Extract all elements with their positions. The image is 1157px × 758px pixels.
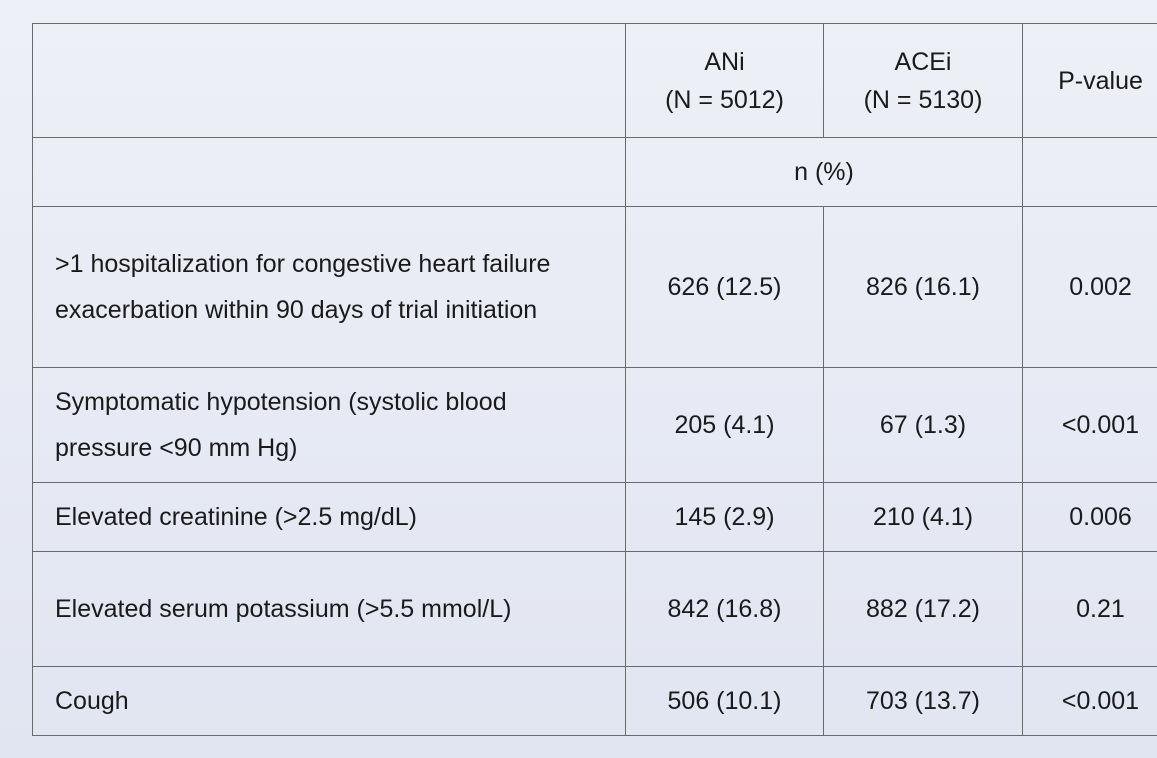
adverse-events-table-wrapper [32, 23, 1157, 736]
row-acei-value: 210 (4.1) [824, 483, 1023, 552]
header-empty-cell [33, 24, 626, 138]
table-row [33, 483, 1157, 552]
header-ani-n: (N = 5012) [665, 85, 784, 114]
row-label: >1 hospitalization for congestive heart failure exacerbation within 90 days of trial initiation [33, 207, 626, 368]
table-row [33, 667, 1157, 736]
header-acei-name: ACEi [894, 47, 952, 76]
row-ani-value: 626 (12.5) [626, 207, 824, 368]
row-label: Elevated creatinine (>2.5 mg/dL) [33, 483, 626, 552]
header-row [33, 24, 1157, 138]
row-ani-value: 842 (16.8) [626, 552, 824, 667]
row-pvalue: 0.21 [1023, 552, 1157, 667]
row-label: Symptomatic hypotension (systolic blood pressure <90 mm Hg) [33, 368, 626, 483]
row-ani-value: 205 (4.1) [626, 368, 824, 483]
row-ani-value: 506 (10.1) [626, 667, 824, 736]
subheader-row [33, 138, 1157, 207]
row-ani-value: 145 (2.9) [626, 483, 824, 552]
subheader-unit: n (%) [626, 138, 1023, 207]
subheader-empty-cell [33, 138, 626, 207]
row-acei-value: 826 (16.1) [824, 207, 1023, 368]
table-row [33, 368, 1157, 483]
row-acei-value: 67 (1.3) [824, 368, 1023, 483]
row-pvalue: 0.006 [1023, 483, 1157, 552]
row-pvalue: 0.002 [1023, 207, 1157, 368]
row-acei-value: 703 (13.7) [824, 667, 1023, 736]
header-acei [824, 24, 1023, 138]
table-row [33, 207, 1157, 368]
table-row [33, 552, 1157, 667]
subheader-empty-pvalue-cell [1023, 138, 1157, 207]
row-label: Cough [33, 667, 626, 736]
row-acei-value: 882 (17.2) [824, 552, 1023, 667]
header-ani-name: ANi [704, 47, 745, 76]
row-pvalue: <0.001 [1023, 667, 1157, 736]
row-label: Elevated serum potassium (>5.5 mmol/L) [33, 552, 626, 667]
row-pvalue: <0.001 [1023, 368, 1157, 483]
adverse-events-table [32, 23, 1157, 736]
header-acei-n: (N = 5130) [863, 85, 983, 114]
header-pvalue: P-value [1023, 24, 1157, 138]
header-ani [626, 24, 824, 138]
